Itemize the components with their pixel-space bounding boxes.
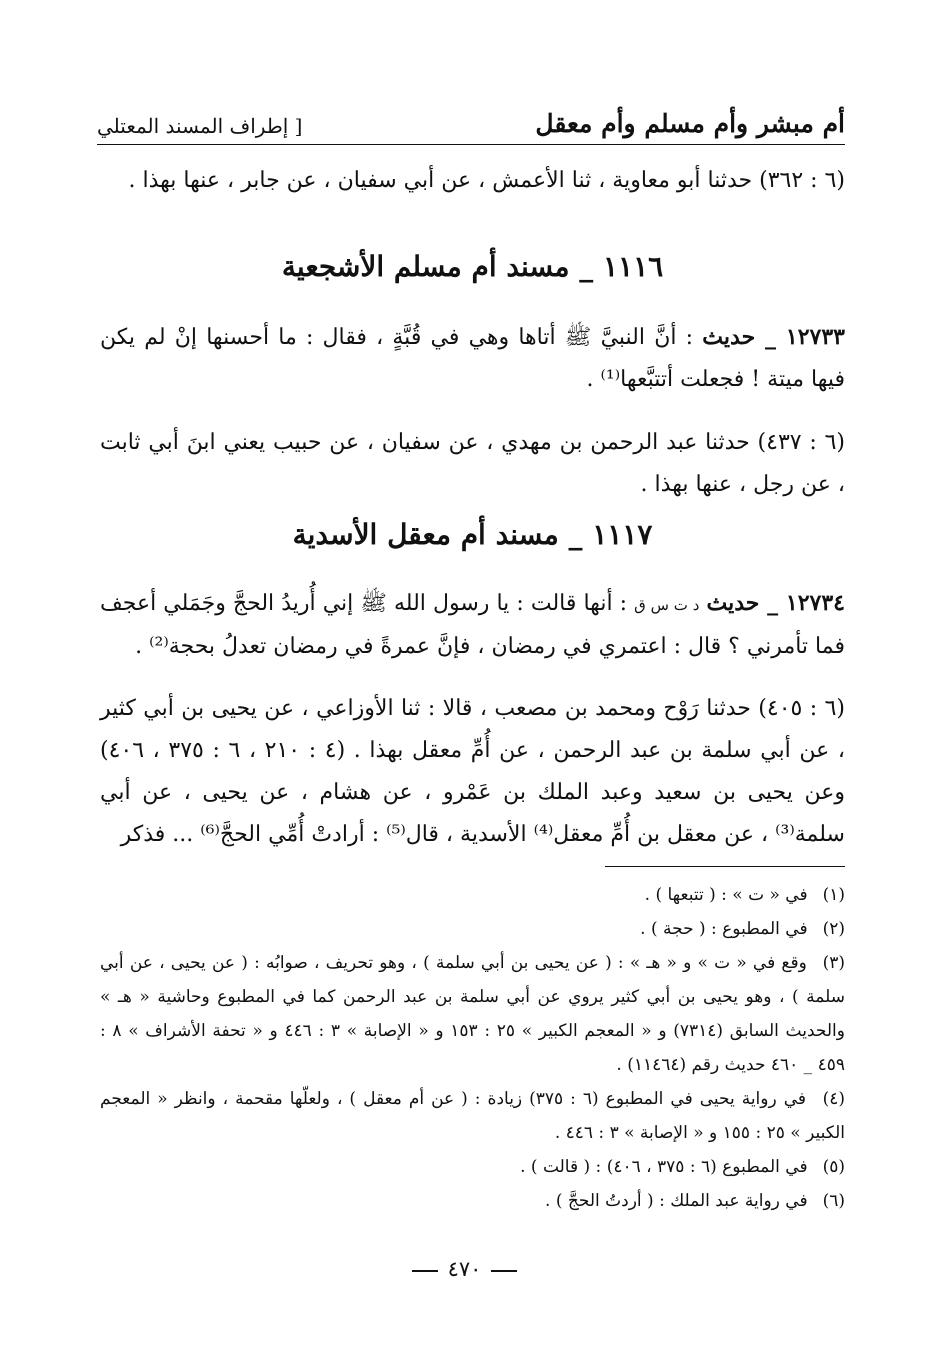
page-number-text: ٤٧٠ xyxy=(447,1257,482,1281)
hadith-12733 xyxy=(100,316,845,401)
hadith-text: : أنها قالت : يا رسول الله ﷺ إني أُريدُ الحجَّ وجَمَلي أعجف فما تأمرني ؟ قال : اعتمري في رمضان ، فإنَّ عمرةً في رمضان تعدلُ بحجة⁽²⁾ . xyxy=(100,591,845,659)
footnote-2 xyxy=(100,912,845,946)
footnote-3 xyxy=(100,946,845,1082)
footnote-5 xyxy=(100,1150,845,1184)
footnote-number: (٥) xyxy=(822,1157,845,1177)
footnote-number: (١) xyxy=(822,885,845,905)
footnote-text: في المطبوع (٦ : ٣٧٥ ، ٤٠٦) : ( قالت ) . xyxy=(520,1157,808,1177)
isnad-12734: (٦ : ٤٠٥) حدثنا رَوْح ومحمد بن مصعب ، قالا : ثنا الأوزاعي ، عن يحيى بن أبي كثير ، عن أبي سلمة بن عبد الرحمن ، عن أُمِّ معقل بهذا . (٤ : ٢١٠ ، ٦ : ٣٧٥ ، ٤٠٦) وعن يحيى بن سعيد وعبد الملك بن عَمْرو ، عن هشام ، عن يحيى ، عن أبي سلمة⁽³⁾ ، عن معقل بن أُمِّ معقل⁽⁴⁾ الأسدية ، قال⁽⁵⁾ : أرادتْ أُمِّي الحجَّ⁽⁶⁾ ... فذكر xyxy=(100,696,846,847)
page-number xyxy=(0,1257,929,1281)
footnote-text: في المطبوع : ( حجة ) . xyxy=(640,919,808,939)
hadith-number: ١٢٧٣٣ _ حديث xyxy=(702,324,845,350)
footnote-number: (٢) xyxy=(822,919,845,939)
header-chapter-title: أم مبشر وأم مسلم وأم معقل xyxy=(535,109,845,138)
footnote-text: في رواية يحيى في المطبوع (٦ : ٣٧٥) زيادة : ( عن أم معقل ) ، ولعلّها مقحمة ، وانظر « المعجم الكبير » ٢٥ : ١٥٥ و « الإصابة » ٣ : ٤٤٦ . xyxy=(100,1089,845,1143)
footnote-rule xyxy=(605,866,845,867)
footnote-6 xyxy=(100,1184,845,1218)
section-heading-1116: ١١١٦ _ مسند أم مسلم الأشجعية xyxy=(281,250,664,283)
hadith-text: : أنَّ النبيَّ ﷺ أتاها وهي في قُبَّةٍ ، فقال : ما أحسنها إنْ لم يكن فيها ميتة ! فجعلت أتتبَّعها⁽¹⁾ . xyxy=(100,325,845,392)
header-book-title: [ إطراف المسند المعتلي xyxy=(97,114,303,138)
footnote-number: (٤) xyxy=(822,1089,845,1109)
footnote-number: (٦) xyxy=(822,1191,845,1211)
folio-dash xyxy=(412,1270,438,1272)
footnotes xyxy=(100,878,845,1218)
footnote-4 xyxy=(100,1082,845,1150)
footnote-text: في رواية عبد الملك : ( أردتُ الحجَّ ) . xyxy=(545,1191,808,1211)
footnote-text: وقع في « ت » و « هـ » : ( عن يحيى بن أبي سلمة ) ، وهو تحريف ، صوابُه : ( عن يحيى ، عن أبي سلمة ) ، وهو يحيى بن أبي كثير يروي عن أبي سلمة بن عبد الرحمن كما في المطبوع وحاشية « هـ » والحديث السابق (٧٣١٤) و « المعجم الكبير » ٢٥ : ١٥٣ و « الإصابة » ٣ : ٤٤٦ و « تحفة الأشراف » ٨ : ٤٥٩ _ ٤٦٠ حديث رقم (١١٤٦٤) . xyxy=(100,953,845,1075)
isnad-line-top: (٦ : ٣٦٢) حدثنا أبو معاوية ، ثنا الأعمش ، عن أبي سفيان ، عن جابر ، عنها بهذا . xyxy=(128,168,845,193)
folio-dash xyxy=(491,1270,517,1272)
section-heading-1117: ١١١٧ _ مسند أم معقل الأسدية xyxy=(292,518,653,551)
footnote-text: في « ت » : ( تتبعها ) . xyxy=(644,885,808,905)
footnote-number: (٣) xyxy=(822,953,846,973)
running-header xyxy=(97,100,845,145)
isnad-12733: (٦ : ٤٣٧) حدثنا عبد الرحمن بن مهدي ، عن سفيان ، عن حبيب يعني ابنَ أبي ثابت ، عن رجل ، عنها بهذا . xyxy=(100,430,845,497)
hadith-12734 xyxy=(100,582,845,668)
footnote-1 xyxy=(100,878,845,912)
hadith-number: ١٢٧٣٤ _ حديث xyxy=(706,590,845,616)
source-symbols: د ت س ق xyxy=(634,596,700,614)
